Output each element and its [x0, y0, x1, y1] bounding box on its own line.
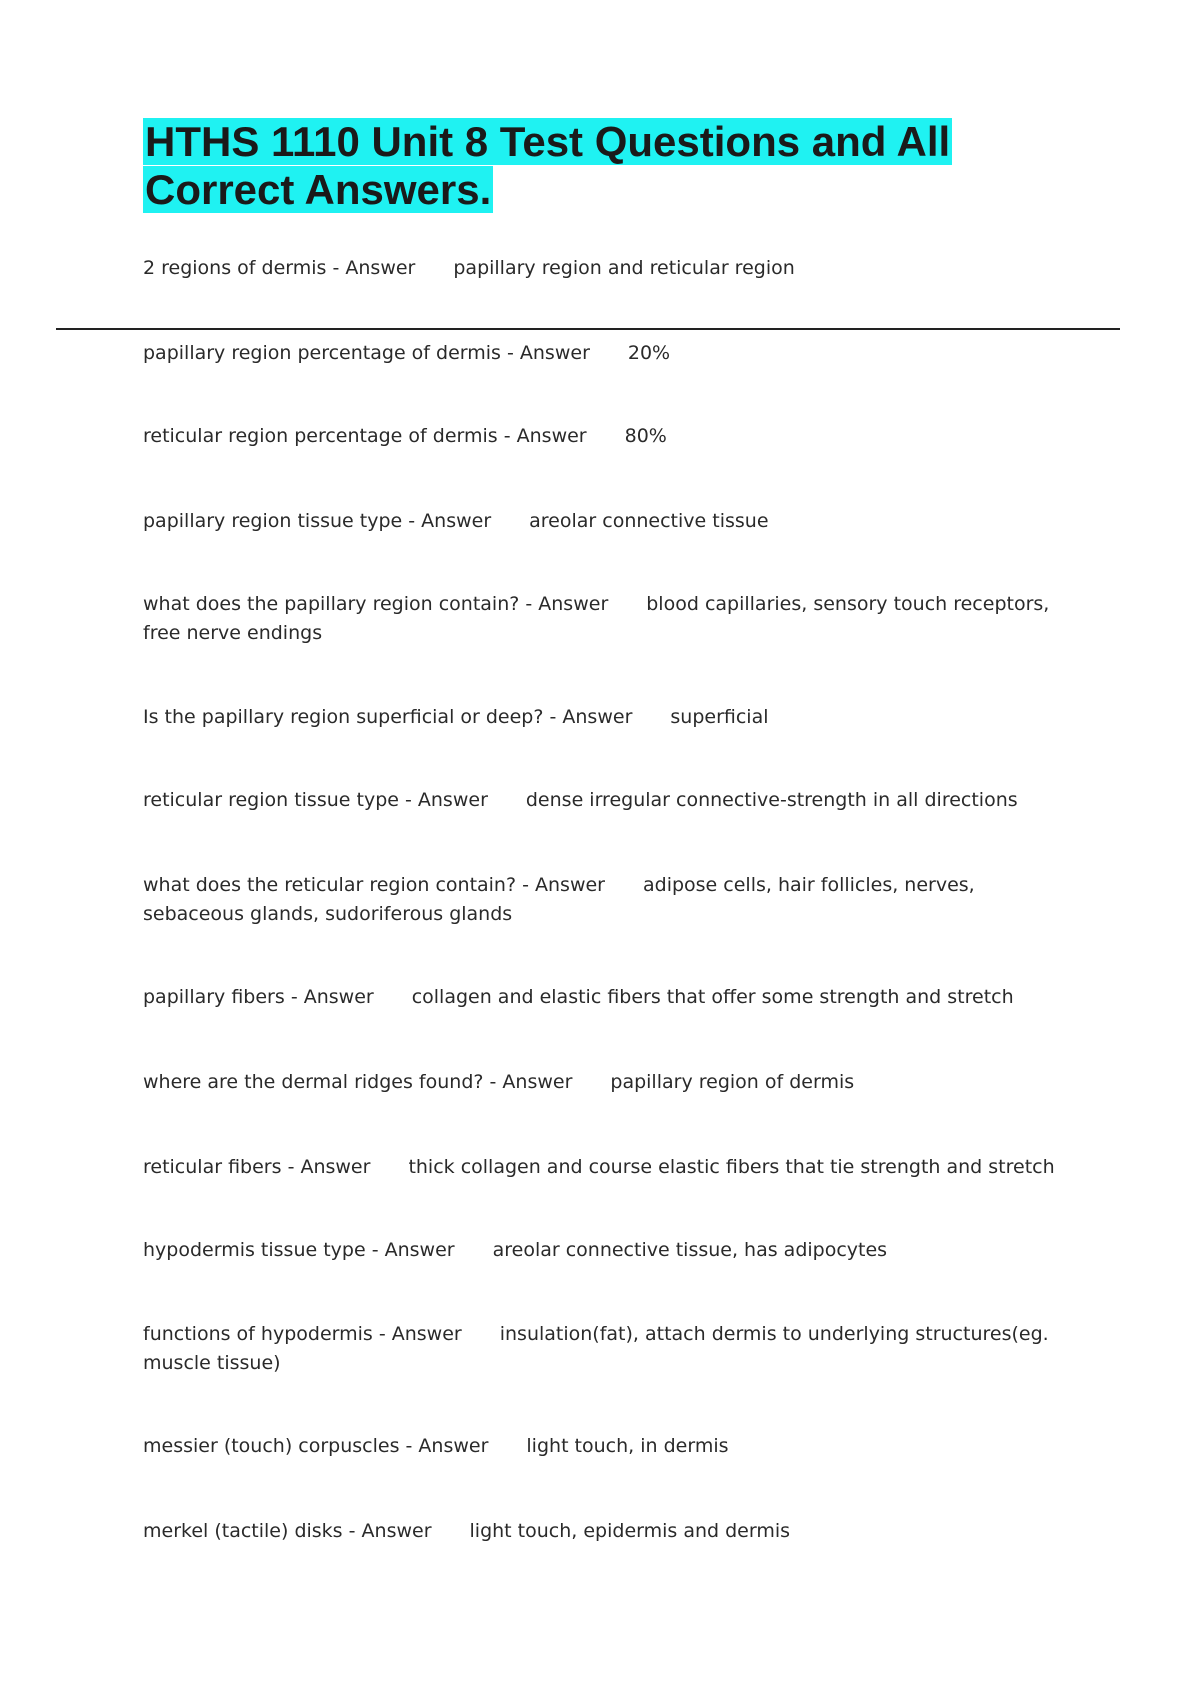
question-text: merkel (tactile) disks [143, 1520, 343, 1542]
qa-item [143, 339, 1063, 368]
qa-item [143, 254, 1063, 283]
answer-label: - Answer [405, 1435, 489, 1457]
question-text: hypodermis tissue type [143, 1239, 366, 1261]
answer-text: 80% [624, 425, 667, 447]
qa-item [143, 507, 1063, 536]
question-text: reticular region tissue type [143, 789, 399, 811]
answer-text: 20% [627, 342, 671, 364]
question-text: messier (touch) corpuscles [143, 1435, 400, 1457]
answer-label: - Answer [507, 342, 590, 364]
question-text: reticular fibers [143, 1156, 282, 1178]
qa-item [143, 871, 1063, 929]
qa-item [143, 590, 1063, 648]
answer-text: dense irregular connective-strength in all directions [525, 789, 1018, 811]
question-text: what does the papillary region contain? [143, 593, 520, 615]
qa-item [143, 786, 1063, 815]
answer-text: areolar connective tissue, has adipocytes [492, 1239, 888, 1261]
qa-item [143, 1153, 1063, 1182]
answer-label: - Answer [378, 1323, 462, 1345]
answer-label: - Answer [290, 986, 374, 1008]
horizontal-divider [56, 328, 1120, 330]
question-text: 2 regions of dermis [143, 257, 327, 279]
answer-label: - Answer [503, 425, 587, 447]
answer-text: insulation(fat), attach dermis to underlying structures(eg. muscle tissue) [143, 1323, 1049, 1374]
answer-text: light touch, epidermis and dermis [469, 1520, 791, 1542]
qa-item [143, 1320, 1063, 1378]
answer-text: collagen and elastic fibers that offer some strength and stretch [411, 986, 1014, 1008]
answer-label: - Answer [549, 706, 633, 728]
answer-text: light touch, in dermis [526, 1435, 729, 1457]
answer-text: thick collagen and course elastic fibers that tie strength and stretch [408, 1156, 1055, 1178]
qa-item [143, 1068, 1063, 1097]
answer-label: - Answer [348, 1520, 432, 1542]
answer-text: superficial [670, 706, 769, 728]
title-highlight: HTHS 1110 Unit 8 Test Questions and All Correct Answers. [145, 118, 951, 213]
answer-text: adipose cells, hair follicles, nerves, sebaceous glands, sudoriferous glands [143, 874, 975, 925]
question-text: papillary fibers [143, 986, 285, 1008]
answer-label: - Answer [489, 1071, 573, 1093]
question-text: what does the reticular region contain? [143, 874, 517, 896]
question-text: where are the dermal ridges found? [143, 1071, 484, 1093]
question-text: Is the papillary region superficial or deep? [143, 706, 544, 728]
question-text: functions of hypodermis [143, 1323, 373, 1345]
qa-item [143, 703, 1063, 732]
answer-label: - Answer [332, 257, 416, 279]
qa-item [143, 983, 1063, 1012]
answer-label: - Answer [525, 593, 609, 615]
answer-label: - Answer [287, 1156, 371, 1178]
answer-label: - Answer [371, 1239, 455, 1261]
answer-text: papillary region of dermis [610, 1071, 855, 1093]
answer-text: papillary region and reticular region [453, 257, 795, 279]
answer-text: blood capillaries, sensory touch receptors, free nerve endings [143, 593, 1050, 644]
answer-text: areolar connective tissue [529, 510, 769, 532]
question-text: reticular region percentage of dermis [143, 425, 498, 447]
answer-label: - Answer [408, 510, 492, 532]
qa-item [143, 1517, 1063, 1546]
answer-label: - Answer [405, 789, 488, 811]
question-text: papillary region tissue type [143, 510, 403, 532]
document-title [143, 118, 1043, 214]
question-text: papillary region percentage of dermis [143, 342, 501, 364]
qa-item [143, 422, 1063, 451]
answer-label: - Answer [522, 874, 605, 896]
qa-item [143, 1432, 1063, 1461]
qa-item [143, 1236, 1063, 1265]
